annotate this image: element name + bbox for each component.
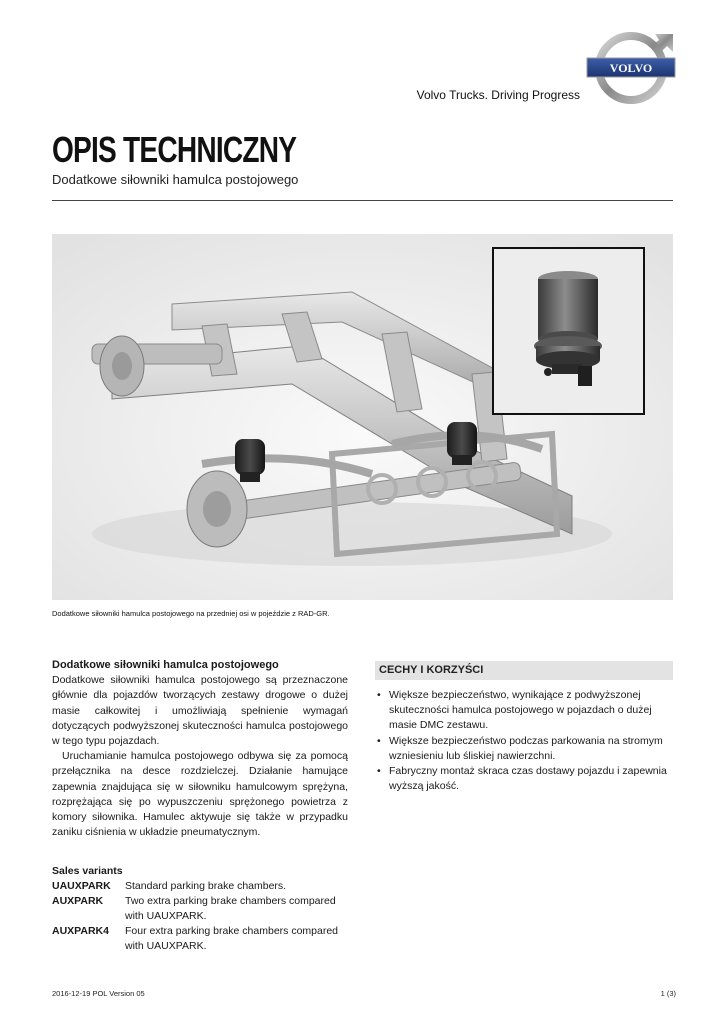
variant-row — [52, 879, 352, 894]
variant-code: AUXPARK4 — [52, 925, 109, 937]
variant-description: Standard parking brake chambers. — [125, 880, 287, 892]
description-paragraph-1: Dodatkowe siłowniki hamulca postojowego są przeznaczone głównie dla pojazdów tworzących zestawy drogowe o dużej masie całkowitej i umożliwiają spełnienie wymagań dotyczących podwyższonej skuteczności hamulca postojowego w tego typu pojazdach. — [52, 674, 348, 748]
feature-item: • Fabryczny montaż skraca czas dostawy pojazdu i zapewnia wyższą jakość. — [375, 764, 673, 794]
variant-code: UAUXPARK — [52, 880, 111, 892]
page-subtitle: Dodatkowe siłowniki hamulca postojowego — [52, 172, 299, 187]
page-number: 1 (3) — [660, 989, 676, 998]
description-paragraph-2: Uruchamianie hamulca postojowego odbywa się za pomocą przełącznika na desce rozdzielczej. Działanie hamujące zapewnia znajdująca się w siłowniku hamulcowym sprężyna, rozprężająca się po wypuszczeniu sprężonego powietrza z komory siłownika. Hamulec aktywuje się także w przypadku zaniku ciśnienia w układzie pneumatycznym. — [52, 750, 348, 839]
description-section — [52, 658, 348, 840]
feature-item: • Większe bezpieczeństwo podczas parkowania na stromym wzniesieniu lub śliskiej nawierzchni. — [375, 734, 673, 764]
sales-heading: Sales variants — [52, 865, 123, 877]
image-caption: Dodatkowe siłowniki hamulca postojowego na przedniej osi w pojeździe z RAD-GR. — [52, 609, 330, 618]
page-title: OPIS TECHNICZNY — [52, 129, 297, 170]
brake-chamber-inset — [493, 248, 644, 414]
feature-item: • Większe bezpieczeństwo, wynikające z podwyższonej skuteczności hamulca postojowego w pojazdach o dużej masie DMC zestawu. — [375, 688, 673, 734]
chassis-illustration — [52, 234, 673, 600]
volvo-logo — [583, 30, 679, 106]
header-divider — [52, 200, 673, 201]
features-heading: CECHY I KORZYŚCI — [375, 661, 673, 680]
features-list — [375, 688, 673, 794]
variant-description: Four extra parking brake chambers compared with UAUXPARK. — [125, 925, 339, 952]
variant-code: AUXPARK — [52, 895, 104, 907]
features-section — [375, 661, 673, 794]
variant-row — [52, 894, 352, 924]
variant-description: Two extra parking brake chambers compared with UAUXPARK. — [125, 895, 336, 922]
sales-variants — [52, 864, 352, 954]
variant-row — [52, 924, 352, 954]
brand-wordmark: VOLVO — [609, 61, 653, 75]
description-heading: Dodatkowe siłowniki hamulca postojowego — [52, 659, 279, 671]
footer-date-version: 2016-12-19 POL Version 05 — [52, 989, 145, 998]
tagline: Volvo Trucks. Driving Progress — [416, 88, 580, 102]
